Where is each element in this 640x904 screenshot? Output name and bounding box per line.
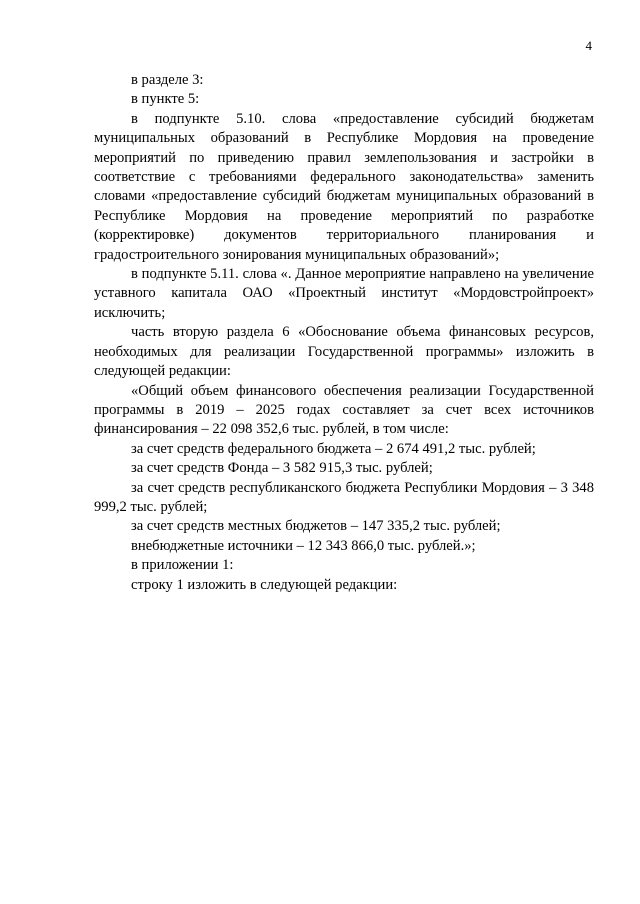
paragraph-appendix-1: в приложении 1: [131, 557, 234, 574]
paragraph-section-3: в разделе 3: [131, 72, 204, 88]
paragraph-local-budgets: за счет средств местных бюджетов – 147 335,2 тыс. рублей; [131, 518, 501, 535]
page-number: 4 [585, 38, 592, 53]
paragraph-row-1: строку 1 изложить в следующей редакции: [131, 576, 398, 593]
paragraph-fund: за счет средств Фонда – 3 582 915,3 тыс. рублей; [131, 460, 433, 477]
document-body [94, 71, 594, 595]
paragraph-extrabudgetary: внебюджетные источники – 12 343 866,0 тыс. рублей.»; [131, 537, 476, 554]
paragraph-subitem-5-11: в подпункте 5.11. слова «. Данное мероприятие направлено на увеличение уставного капитала ОАО «Проектный институт «Мордовстройпроект» исключить; [94, 266, 594, 321]
paragraph-total-funding: «Общий объем финансового обеспечения реализации Государственной программы в 2019 – 2025 годах составляет за счет всех источников финансирования – 22 098 352,6 тыс. рублей, в том числе: [94, 382, 594, 438]
paragraph-subitem-5-10: в подпункте 5.10. слова «предоставление субсидий бюджетам муниципальных образований в Республике Мордовия на проведение мероприятий по приведению правил землепользования и застройки в соответствие с требованиями федерального законодательства» заменить словами «предоставление субсидий бюджетам муниципальных образований в Республике Мордовия на проведение мероприятий по разработке (корректировке) документов территориального планирования и градостроительного зонирования муниципальных образований»; [94, 110, 594, 263]
paragraph-section-6: часть вторую раздела 6 «Обоснование объема финансовых ресурсов, необходимых для реализации Государственной программы» изложить в следующей редакции: [94, 324, 594, 380]
paragraph-republican-budget: за счет средств республиканского бюджета Республики Мордовия – 3 348 999,2 тыс. рублей; [94, 479, 594, 515]
paragraph-federal-budget: за счет средств федерального бюджета – 2 674 491,2 тыс. рублей; [131, 440, 536, 457]
paragraph-item-5: в пункте 5: [131, 91, 200, 108]
